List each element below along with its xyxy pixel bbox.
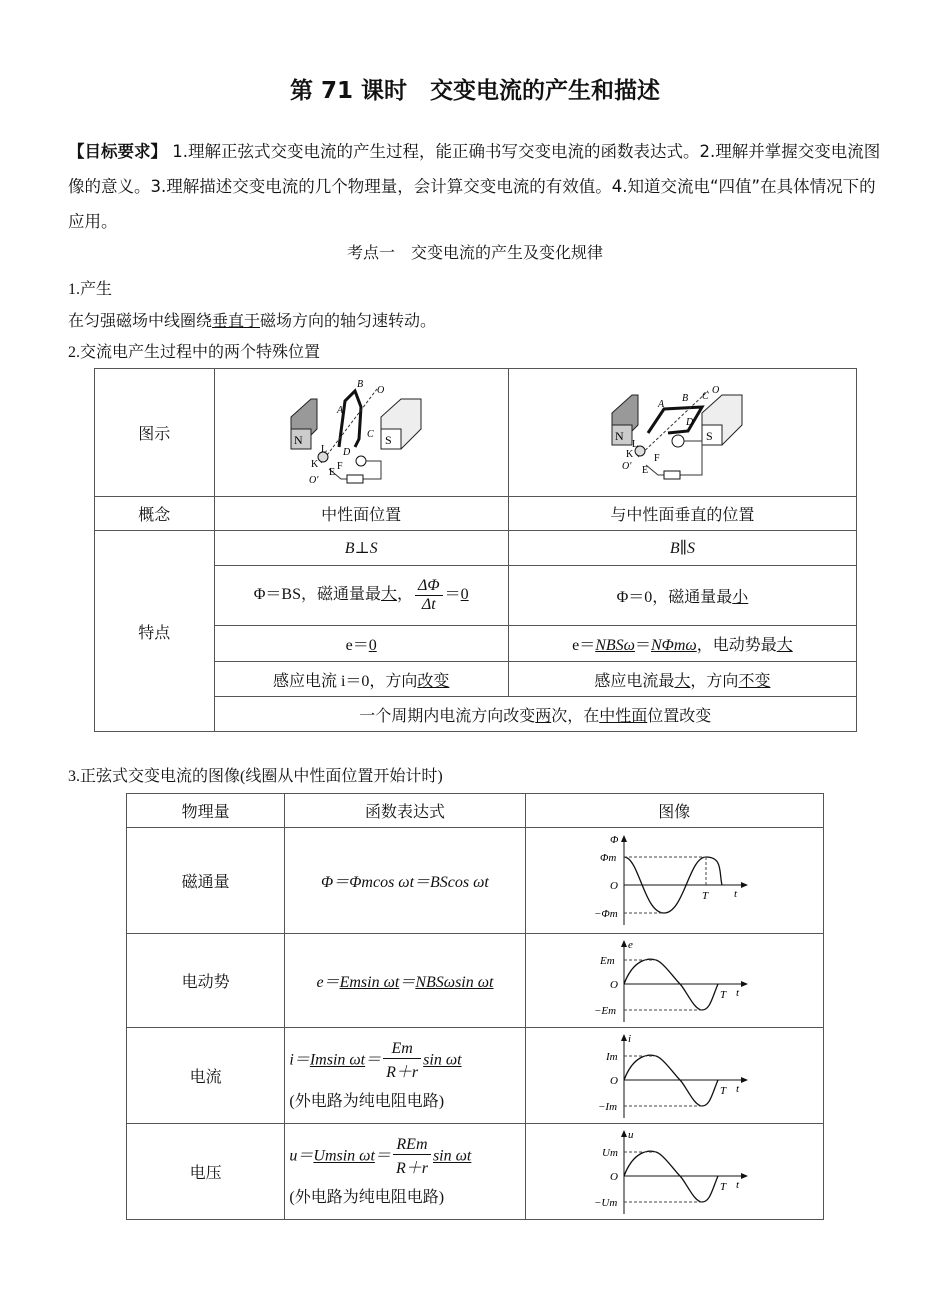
svg-text:Um: Um — [602, 1146, 619, 1159]
emf-graph-svg — [594, 938, 754, 1024]
svg-text:E: E — [642, 464, 649, 476]
flux-graph-svg — [594, 833, 754, 929]
svg-text:K: K — [311, 458, 319, 470]
note-voltage: (外电路为纯电阻电路) — [289, 1189, 445, 1206]
expr-flux: Φ＝Φmcos ωt＝BScos ωt — [285, 828, 525, 934]
feature-1-right: B∥S — [508, 531, 856, 566]
quantity-voltage: 电压 — [127, 1124, 285, 1220]
svg-text:T: T — [720, 988, 727, 1001]
svg-text:−Em: −Em — [594, 1004, 617, 1017]
svg-text:B: B — [682, 392, 689, 404]
svg-text:E: E — [329, 466, 336, 478]
feature-3-left: e＝0 — [214, 626, 508, 662]
feature-2-left: Φ＝BS，磁通量最大， $\frac{\Delta\Phi}{\Delta t}$ ＝0 — [214, 566, 508, 626]
waveform-table — [126, 793, 824, 1220]
svg-text:F: F — [337, 460, 343, 472]
svg-text:O: O — [712, 384, 720, 396]
row-label-feature: 特点 — [95, 531, 215, 732]
svg-text:T: T — [720, 1084, 727, 1097]
section-title: 考点一 交变电流的产生及变化规律 — [346, 243, 603, 262]
special-positions-table — [94, 368, 857, 732]
svg-text:T: T — [702, 889, 709, 902]
graph-voltage — [525, 1124, 823, 1220]
feature-1-left: B⊥S — [214, 531, 508, 566]
svg-text:S: S — [706, 428, 714, 443]
expr-emf: e＝Emsin ωt＝NBSωsin ωt — [285, 934, 525, 1028]
objective-label: 【目标要求】 — [68, 142, 167, 161]
figure-perpendicular-plane — [508, 369, 856, 497]
svg-text:C: C — [702, 390, 710, 402]
svg-text:O: O — [377, 384, 385, 396]
feature-3-right: e＝NBSω＝NΦmω，电动势最大 — [508, 626, 856, 662]
concept-left: 中性面位置 — [214, 497, 508, 531]
graph-emf — [525, 934, 823, 1028]
figure-neutral-plane — [214, 369, 508, 497]
svg-text:O: O — [610, 1074, 619, 1087]
svg-text:F: F — [654, 452, 660, 464]
svg-text:O′: O′ — [622, 460, 632, 472]
svg-text:t: t — [736, 1178, 740, 1191]
svg-text:A: A — [658, 398, 665, 410]
svg-text:C: C — [367, 428, 374, 440]
feature-4-right: 感应电流最大，方向不变 — [508, 662, 856, 697]
voltage-graph-svg — [594, 1128, 754, 1216]
expr-current: i＝Imsin ωt＝ $\frac{Em}{R+r}$ sin ωt (外电路为纯电阻电路) — [285, 1028, 525, 1124]
svg-text:D: D — [686, 416, 694, 428]
svg-text:S: S — [385, 432, 392, 447]
svg-text:O′: O′ — [309, 474, 319, 486]
svg-text:N: N — [294, 432, 303, 447]
svg-text:−Φm: −Φm — [594, 907, 619, 920]
current-graph-svg — [594, 1032, 754, 1120]
quantity-current: 电流 — [127, 1028, 285, 1124]
svg-text:T: T — [720, 1180, 727, 1193]
svg-text:−Im: −Im — [598, 1100, 618, 1113]
quantity-flux: 磁通量 — [127, 828, 285, 934]
header-graph: 图像 — [525, 794, 823, 828]
expr-voltage: u＝Umsin ωt＝ $\frac{\text{REm}}{R+r}$ sin ωt (外电路为纯电阻电路) — [285, 1124, 525, 1220]
row-label-concept: 概念 — [95, 497, 215, 531]
svg-text:e: e — [628, 938, 634, 951]
svg-text:Φ: Φ — [610, 833, 619, 846]
svg-text:L: L — [321, 443, 328, 455]
svg-text:u: u — [628, 1128, 634, 1141]
graph-current — [525, 1028, 823, 1124]
svg-text:i: i — [628, 1032, 632, 1045]
header-expression: 函数表达式 — [285, 794, 525, 828]
svg-text:O: O — [610, 978, 619, 991]
p3-heading: 3.正弦式交变电流的图像(线圈从中性面位置开始计时) — [68, 768, 443, 785]
p1-heading: 1.产生 — [68, 281, 113, 298]
svg-text:−Um: −Um — [594, 1196, 618, 1209]
svg-text:L: L — [632, 438, 639, 450]
p2-heading: 2.交流电产生过程中的两个特殊位置 — [68, 344, 321, 361]
svg-text:O: O — [610, 879, 619, 892]
concept-right: 与中性面垂直的位置 — [508, 497, 856, 531]
svg-text:O: O — [610, 1170, 619, 1183]
row-label-figure: 图示 — [95, 369, 215, 497]
svg-text:t: t — [736, 986, 740, 999]
svg-text:B: B — [357, 378, 364, 390]
quantity-emf: 电动势 — [127, 934, 285, 1028]
objective — [68, 134, 888, 239]
svg-text:A: A — [337, 404, 344, 416]
feature-2-right: Φ＝0，磁通量最小 — [508, 566, 856, 626]
svg-text:Φm: Φm — [600, 851, 617, 864]
svg-text:K: K — [626, 448, 634, 460]
page-title: 第 71 课时 交变电流的产生和描述 — [289, 78, 661, 104]
objective-text: 1.理解正弦式交变电流的产生过程，能正确书写交变电流的函数表达式。2.理解并掌握交变电流图像的意义。3.理解描述交变电流的几个物理量，会计算交变电流的有效值。4.知道交流电“四值”在具体情况下的应用。 — [68, 142, 881, 231]
svg-text:D: D — [343, 446, 351, 458]
svg-text:t: t — [736, 1082, 740, 1095]
feature-5: 一个周期内电流方向改变两次，在中性面位置改变 — [214, 697, 857, 732]
note-current: (外电路为纯电阻电路) — [289, 1093, 445, 1110]
svg-text:Em: Em — [600, 954, 615, 967]
svg-text:N: N — [615, 428, 625, 443]
p1-text: 在匀强磁场中线圈绕垂直于磁场方向的轴匀速转动。 — [68, 313, 437, 330]
header-quantity: 物理量 — [127, 794, 285, 828]
svg-text:Im: Im — [606, 1050, 618, 1063]
graph-flux — [525, 828, 823, 934]
feature-4-left: 感应电流 i＝0，方向改变 — [214, 662, 508, 697]
svg-text:t: t — [734, 887, 738, 900]
